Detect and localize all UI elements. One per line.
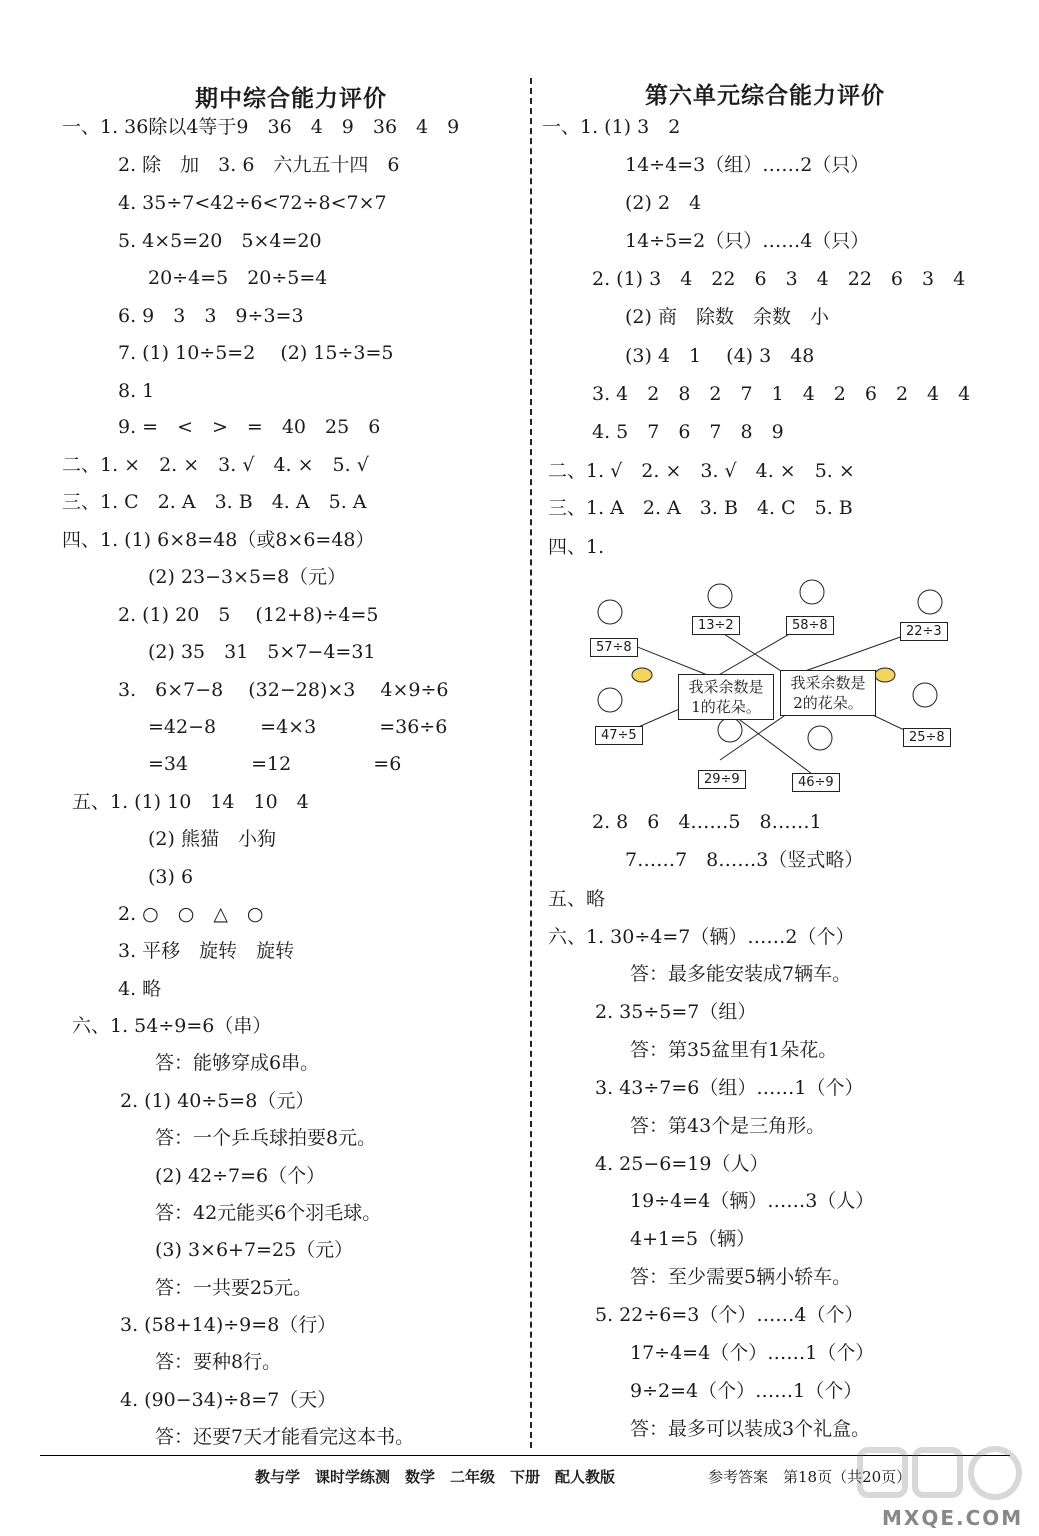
answer-line: =42−8 =4×3 =36÷6 — [148, 716, 448, 738]
answer-line: 六、1. 54÷9=6（串） — [72, 1015, 272, 1037]
answer-line: 六、1. 30÷4=7（辆）……2（个） — [548, 926, 855, 948]
answer-line: =34 =12 =6 — [148, 753, 402, 775]
flower-box: 58÷8 — [786, 616, 834, 635]
answer-line: (3) 4 1 (4) 3 48 — [625, 345, 815, 367]
answer-line: 答：一共要25元。 — [155, 1277, 313, 1299]
answer-line: (3) 6 — [148, 866, 194, 888]
answer-line: 一、1. (1) 3 2 — [542, 116, 681, 138]
answer-line: 4. (90−34)÷8=7（天） — [120, 1389, 337, 1411]
answer-line: 答：一个乒乓球拍要8元。 — [155, 1127, 377, 1149]
answer-line: 3. (58+14)÷9=8（行） — [120, 1314, 337, 1336]
answer-line: 四、1. — [548, 536, 605, 558]
right-title: 第六单元综合能力评价 — [645, 83, 885, 109]
flower-box: 22÷3 — [900, 622, 948, 641]
answer-line: 三、1. A 2. A 3. B 4. C 5. B — [548, 497, 853, 519]
answer-line: 3. 4 2 8 2 7 1 4 2 6 2 4 4 — [592, 383, 971, 405]
answer-line: (3) 3×6+7=25（元） — [155, 1239, 354, 1261]
answer-line: (2) 42÷7=6（个） — [155, 1165, 326, 1187]
answer-line: 2. 8 6 4……5 8……1 — [592, 811, 822, 833]
answer-line: 二、1. √ 2. × 3. √ 4. × 5. × — [548, 460, 855, 482]
answer-line: 答：第43个是三角形。 — [630, 1115, 826, 1137]
answer-line: 3. 6×7−8 (32−28)×3 4×9÷6 — [118, 679, 449, 701]
answer-line: 4. 35÷7<42÷6<72÷8<7×7 — [118, 192, 387, 214]
flower-box: 29÷9 — [698, 770, 746, 789]
bee-left-label: 我采余数是1的花朵。 — [678, 674, 774, 720]
answer-line: 2. ○ ○ △ ○ — [118, 903, 264, 925]
footer-brand-text: 教与学 课时学练测 数学 二年级 下册 配人教版 — [255, 1468, 616, 1486]
answer-line: 14÷5=2（只）……4（只） — [625, 230, 870, 252]
answer-line: 3. 平移 旋转 旋转 — [118, 940, 295, 962]
flower-box: 25÷8 — [903, 728, 951, 747]
flower-box: 13÷2 — [692, 616, 740, 635]
flower-box: 46÷9 — [792, 773, 840, 792]
answer-line: 四、1. (1) 6×8=48（或8×6=48） — [62, 529, 375, 551]
answer-line: 3. 43÷7=6（组）……1（个） — [595, 1077, 864, 1099]
answer-line: 答：要种8行。 — [155, 1351, 282, 1373]
answer-line: (2) 商 除数 余数 小 — [625, 306, 829, 328]
answer-line: (2) 2 4 — [625, 192, 702, 214]
answer-line: 20÷4=5 20÷5=4 — [148, 267, 328, 289]
answer-line: 19÷4=4（辆）……3（人） — [630, 1190, 875, 1212]
footer-page: 参考答案 第18页（共20页） — [708, 1468, 912, 1486]
answer-line: 五、1. (1) 10 14 10 4 — [72, 791, 309, 813]
answer-line: 7. (1) 10÷5=2 (2) 15÷3=5 — [118, 342, 394, 364]
answer-line: 2. 35÷5=7（组） — [595, 1001, 757, 1023]
answer-line: 4. 25−6=19（人） — [595, 1153, 769, 1175]
answer-line: 4. 5 7 6 7 8 9 — [592, 421, 784, 443]
left-title: 期中综合能力评价 — [195, 86, 387, 112]
answer-line: 三、1. C 2. A 3. B 4. A 5. A — [62, 491, 367, 513]
answer-line: 五、略 — [548, 888, 606, 910]
answer-line: 二、1. × 2. × 3. √ 4. × 5. √ — [62, 454, 369, 476]
answer-line: 4. 略 — [118, 978, 162, 1000]
answer-line: 2. (1) 3 4 22 6 3 4 22 6 3 4 — [592, 268, 966, 290]
flower-box: 47÷5 — [595, 726, 643, 745]
answer-line: 答：最多可以装成3个礼盒。 — [630, 1418, 871, 1440]
answer-line: 17÷4=4（个）……1（个） — [630, 1342, 875, 1364]
bee-right-label: 我采余数是2的花朵。 — [780, 670, 876, 716]
answer-line: 答：还要7天才能看完这本书。 — [155, 1426, 415, 1448]
answer-line: 7……7 8……3（竖式略） — [625, 849, 864, 871]
answer-line: 14÷4=3（组）……2（只） — [625, 154, 870, 176]
answer-line: 一、1. 36除以4等于9 36 4 9 36 4 9 — [62, 116, 460, 138]
answer-line: 6. 9 3 3 9÷3=3 — [118, 305, 304, 327]
answer-line: 9÷2=4（个）……1（个） — [630, 1380, 863, 1402]
flower-matching-diagram — [580, 570, 960, 800]
answer-line: 答：至少需要5辆小轿车。 — [630, 1266, 852, 1288]
answer-line: 答：最多能安装成7辆车。 — [630, 963, 852, 985]
answer-line: 2. (1) 20 5 (12+8)÷4=5 — [118, 604, 379, 626]
answer-line: 9. = < > = 40 25 6 — [118, 416, 381, 438]
column-divider — [530, 78, 532, 1448]
answer-line: 5. 22÷6=3（个）……4（个） — [595, 1304, 864, 1326]
answer-line: 答：42元能买6个羽毛球。 — [155, 1202, 382, 1224]
answer-line: 4+1=5（辆） — [630, 1228, 756, 1250]
footer-brand — [255, 1466, 615, 1487]
answer-line: 2. (1) 40÷5=8（元） — [120, 1090, 315, 1112]
answer-line: (2) 熊猫 小狗 — [148, 828, 276, 850]
answer-line: 8. 1 — [118, 380, 155, 402]
watermark-text: MXQE.COM — [882, 1506, 1024, 1530]
answer-line: (2) 23−3×5=8（元） — [148, 566, 347, 588]
answer-line: 答：第35盆里有1朵花。 — [630, 1039, 838, 1061]
answer-line: 5. 4×5=20 5×4=20 — [118, 230, 322, 252]
answer-line: (2) 35 31 5×7−4=31 — [148, 641, 376, 663]
answer-line: 答：能够穿成6串。 — [155, 1052, 320, 1074]
answer-line: 2. 除 加 3. 6 六九五十四 6 — [118, 154, 400, 176]
flower-box: 57÷8 — [590, 638, 638, 657]
